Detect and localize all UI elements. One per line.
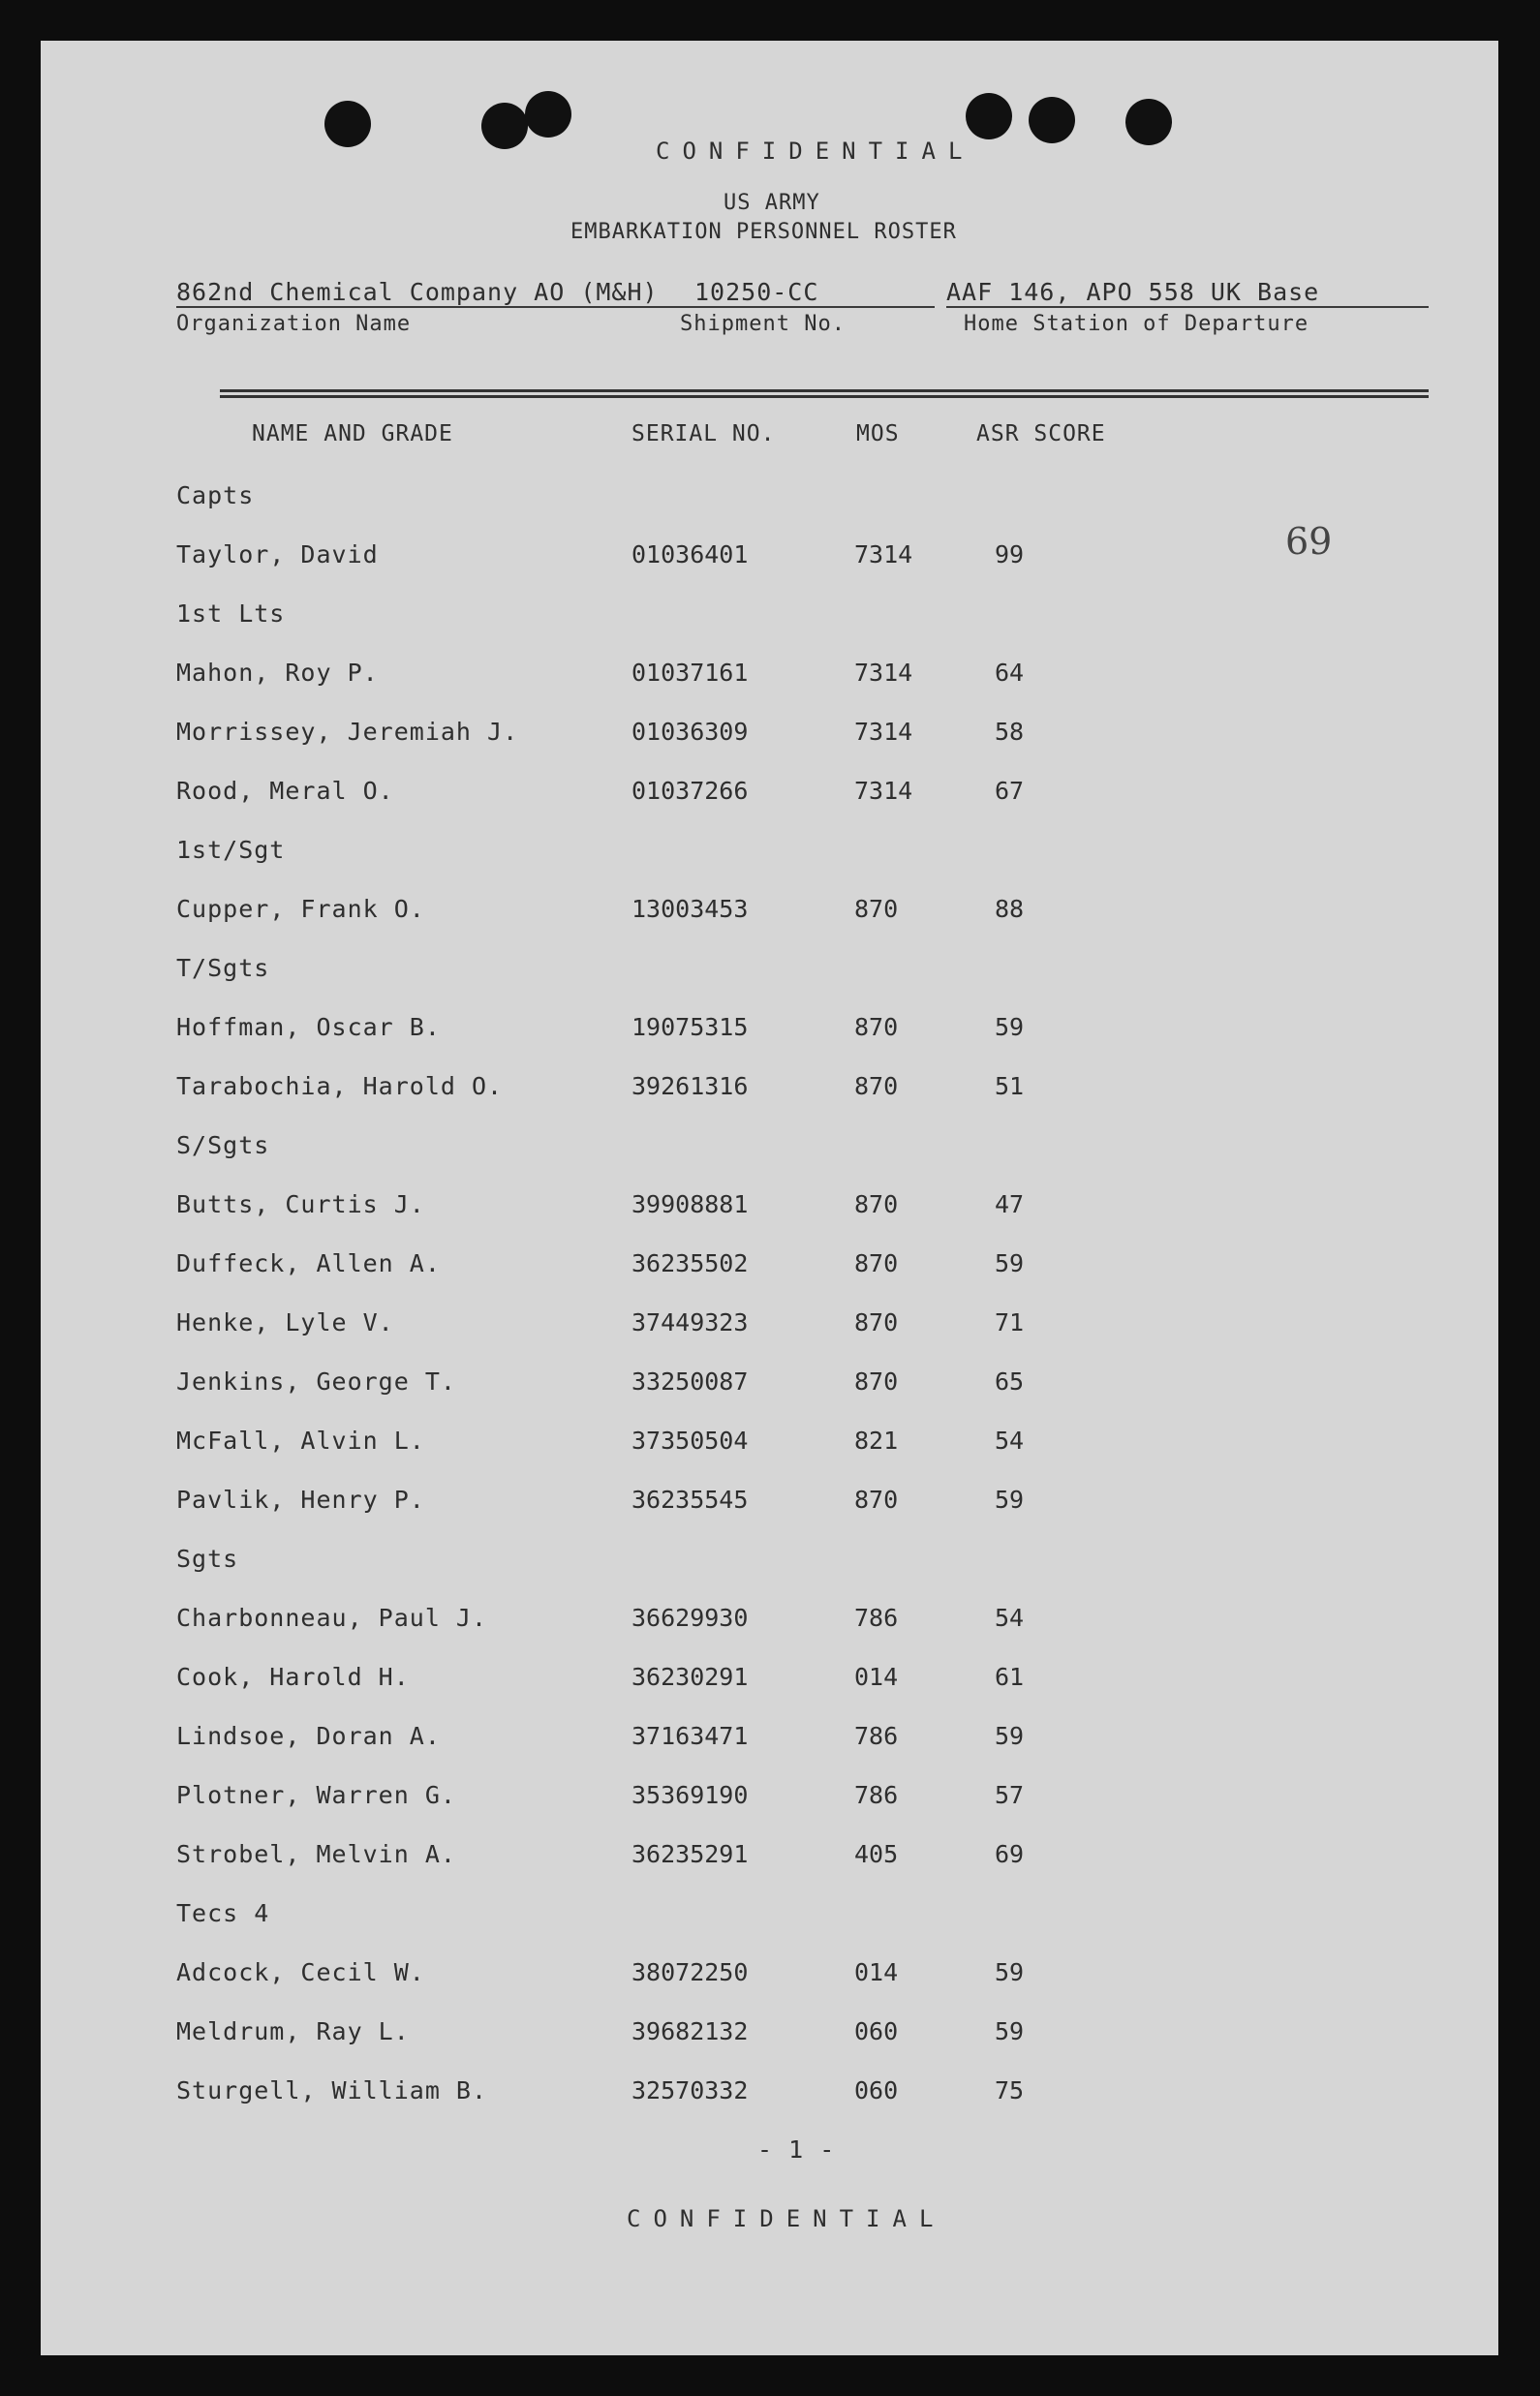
table-row: Strobel, Melvin A. 36235291 405 69 — [176, 1840, 1025, 1868]
punch-hole-icon — [525, 91, 571, 138]
organization-underline — [176, 306, 680, 308]
agency-title: US ARMY — [724, 191, 820, 215]
header-rule — [220, 389, 1429, 392]
organization-label: Organization Name — [176, 312, 412, 336]
punch-hole-icon — [966, 93, 1012, 139]
page-mark: 69 — [1285, 520, 1333, 563]
grade-row: Sgts — [176, 1545, 239, 1573]
table-row: Duffeck, Allen A. 36235502 870 59 — [176, 1249, 1025, 1277]
table-row: Butts, Curtis J. 39908881 870 47 — [176, 1190, 1025, 1218]
table-row: Taylor, David 01036401 7314 99 — [176, 540, 1025, 568]
table-row: Pavlik, Henry P. 36235545 870 59 — [176, 1486, 1025, 1514]
home-station-underline — [946, 306, 1429, 308]
home-station: AAF 146, APO 558 UK Base — [946, 278, 1320, 306]
grade-row: S/Sgts — [176, 1131, 270, 1159]
table-row: Charbonneau, Paul J. 36629930 786 54 — [176, 1604, 1025, 1632]
table-row: Henke, Lyle V. 37449323 870 71 — [176, 1308, 1025, 1336]
punch-hole-icon — [324, 101, 371, 147]
column-header-mos: MOS — [856, 421, 900, 446]
shipment-label: Shipment No. — [680, 312, 846, 336]
header-rule — [220, 395, 1429, 398]
table-row: Sturgell, William B. 32570332 060 75 — [176, 2076, 1025, 2104]
table-row: Rood, Meral O. 01037266 7314 67 — [176, 777, 1025, 805]
grade-row: Tecs 4 — [176, 1899, 270, 1927]
table-row: Tarabochia, Harold O. 39261316 870 51 — [176, 1072, 1025, 1100]
column-header-serial: SERIAL NO. — [631, 421, 776, 446]
table-row: Meldrum, Ray L. 39682132 060 59 — [176, 2017, 1025, 2045]
table-row: Hoffman, Oscar B. 19075315 870 59 — [176, 1013, 1025, 1041]
punch-hole-icon — [1125, 99, 1172, 145]
table-row: Cook, Harold H. 36230291 014 61 — [176, 1663, 1025, 1691]
column-header-asr: ASR SCORE — [976, 421, 1106, 446]
grade-row: 1st/Sgt — [176, 836, 286, 864]
document-title: EMBARKATION PERSONNEL ROSTER — [570, 220, 957, 244]
punch-hole-icon — [481, 103, 528, 149]
classification-bottom: CONFIDENTIAL — [627, 2205, 946, 2232]
table-row: Jenkins, George T. 33250087 870 65 — [176, 1367, 1025, 1396]
organization-name: 862nd Chemical Company AO (M&H) — [176, 278, 659, 306]
table-row: Morrissey, Jeremiah J. 01036309 7314 58 — [176, 718, 1025, 746]
table-row: Lindsoe, Doran A. 37163471 786 59 — [176, 1722, 1025, 1750]
table-row: Mahon, Roy P. 01037161 7314 64 — [176, 659, 1025, 687]
table-row: Plotner, Warren G. 35369190 786 57 — [176, 1781, 1025, 1809]
punch-hole-icon — [1029, 97, 1075, 143]
grade-row: 1st Lts — [176, 599, 286, 628]
document-page — [41, 41, 1498, 2355]
home-station-label: Home Station of Departure — [964, 312, 1309, 336]
grade-row: Capts — [176, 481, 255, 509]
table-row: McFall, Alvin L. 37350504 821 54 — [176, 1427, 1025, 1455]
page-number: - 1 - — [757, 2135, 836, 2164]
grade-row: T/Sgts — [176, 954, 270, 982]
classification-top: CONFIDENTIAL — [656, 138, 975, 165]
shipment-underline — [665, 306, 935, 308]
shipment-number: 10250-CC — [694, 278, 819, 306]
table-row: Adcock, Cecil W. 38072250 014 59 — [176, 1958, 1025, 1986]
column-header-name: NAME AND GRADE — [252, 421, 453, 446]
table-row: Cupper, Frank O. 13003453 870 88 — [176, 895, 1025, 923]
